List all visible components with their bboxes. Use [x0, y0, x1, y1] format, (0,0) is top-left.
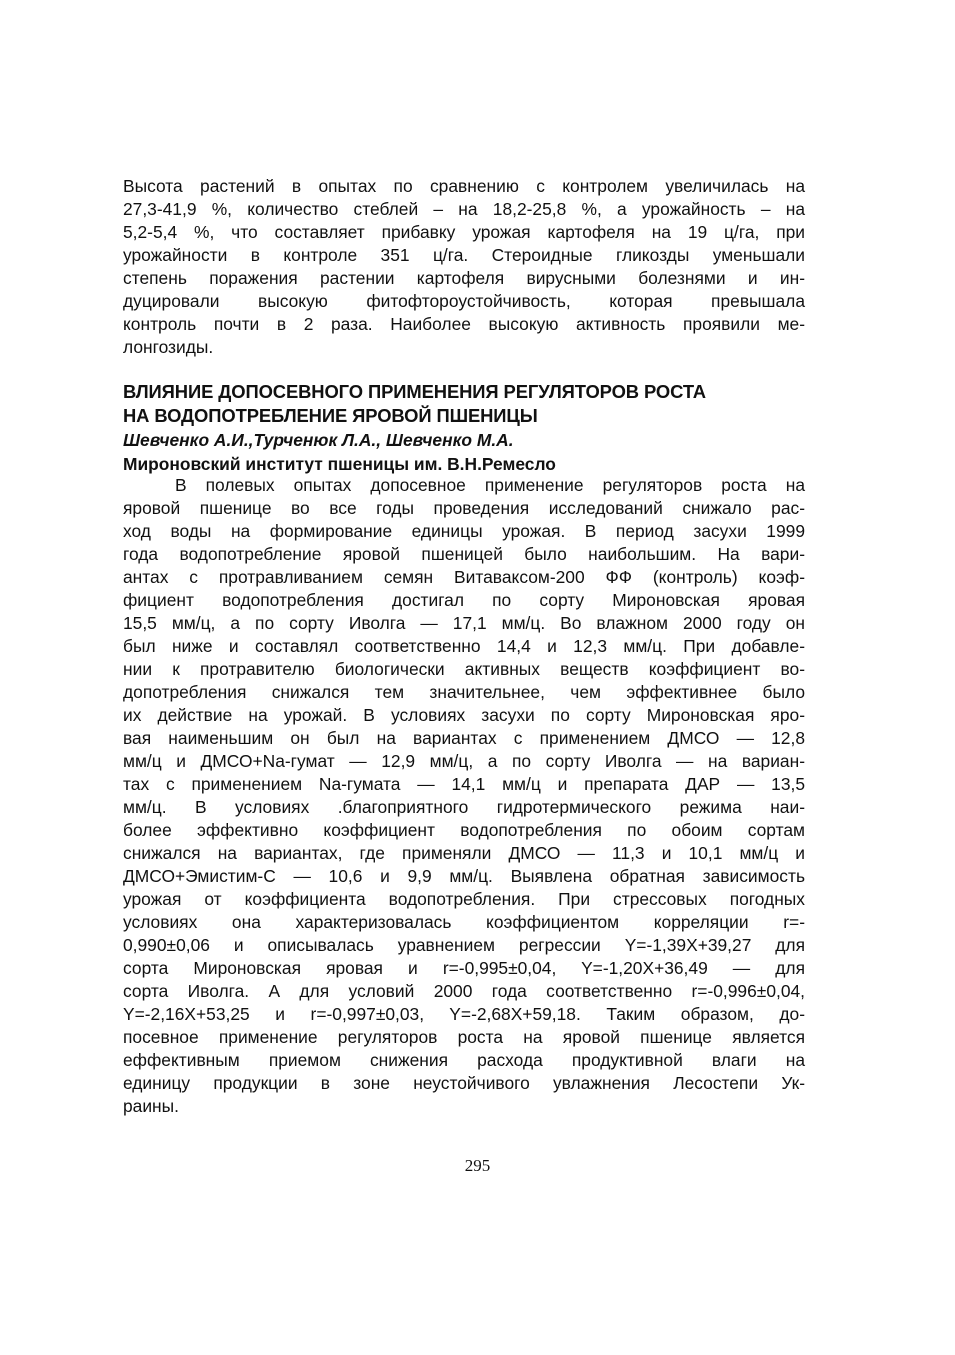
text-line: Высота растений в опытах по сравнению с контролем увеличилась на [123, 176, 805, 196]
text-line: единицу продукции в зоне неустойчивого увлажнения Лесостепи Ук- [123, 1073, 805, 1093]
text-line: лонгозиды. [123, 337, 214, 357]
article-affiliation: Мироновский институт пшеницы им. В.Н.Ремесло [123, 454, 556, 474]
text-line: Y=-2,16X+53,25 и r=-0,997±0,03, Y=-2,68X+59,18. Таким образом, до- [123, 1004, 805, 1024]
text-line: яровой пшенице во все годы проведения исследований снижало рас- [123, 498, 805, 518]
text-line: мм/ц и ДМСО+Na-гумат — 12,9 мм/ц, а по сорту Иволга — на вариан- [123, 751, 805, 771]
text-line: условиях она характеризовалась коэффициентом корреляции r=- [123, 912, 805, 932]
text-line: сорта Мироновская яровая и r=-0,995±0,04, Y=-1,20X+36,49 — для [123, 958, 805, 978]
text-line: посевное применение регуляторов роста на яровой пшенице является [123, 1027, 805, 1047]
article-header [123, 380, 805, 476]
text-line: 5,2-5,4 %, что составляет прибавку урожая картофеля на 19 ц/га, при [123, 222, 805, 242]
text-line: года водопотребление яровой пшеницей было наибольшим. На вари- [123, 544, 805, 564]
text-line: ДМСО+Эмистим-С — 10,6 и 9,9 мм/ц. Выявлена обратная зависимость [123, 866, 805, 886]
text-line: был ниже и составлял соответственно 14,4 и 12,3 мм/ц. При добавле- [123, 636, 805, 656]
text-line: дуцировали высокую фитофтороустойчивость, которая превышала [123, 291, 805, 311]
text-line: раины. [123, 1096, 179, 1116]
text-line: вая наименьшим он был на вариантах с применением ДМСО — 12,8 [123, 728, 805, 748]
text-line: фициент водопотребления достигал по сорту Мироновская яровая [123, 590, 805, 610]
text-line: контроль почти в 2 раза. Наиболее высокую активность проявили ме- [123, 314, 805, 334]
text-line: их действие на урожай. В условиях засухи по сорту Мироновская яро- [123, 705, 805, 725]
text-line: еффективным приемом снижения расхода продуктивной влаги на [123, 1050, 805, 1070]
text-line: 27,3-41,9 %, количество стеблей – на 18,2-25,8 %, а урожайность – на [123, 199, 805, 219]
article-title-line: ВЛИЯНИЕ ДОПОСЕВНОГО ПРИМЕНЕНИЯ РЕГУЛЯТОРОВ РОСТА [123, 381, 706, 402]
text-line: 0,990±0,06 и описывалась уравнением регрессии Y=-1,39X+39,27 для [123, 935, 805, 955]
article-authors: Шевченко А.И.,Турченюк Л.А., Шевченко М.А. [123, 430, 514, 450]
article-body [123, 474, 805, 1118]
text-line: 15,5 мм/ц, а по сорту Иволга — 17,1 мм/ц. Во влажном 2000 году он [123, 613, 805, 633]
text-line: В полевых опытах допосевное применение регуляторов роста на [175, 475, 805, 495]
text-line: ход воды на формирование единицы урожая. В период засухи 1999 [123, 521, 805, 541]
article-title-line: НА ВОДОПОТРЕБЛЕНИЕ ЯРОВОЙ ПШЕНИЦЫ [123, 405, 538, 426]
text-line: тах с применением Na-гумата — 14,1 мм/ц и препарата ДАР — 13,5 [123, 774, 805, 794]
text-line: сорта Иволга. А для условий 2000 года соответственно r=-0,996±0,04, [123, 981, 805, 1001]
text-line: более эффективно коэффициент водопотребления по обоим сортам [123, 820, 805, 840]
text-line: снижался на вариантах, где применяли ДМСО — 11,3 и 10,1 мм/ц и [123, 843, 805, 863]
text-line: антах с протравливанием семян Витаваксом-200 ФФ (контроль) коэф- [123, 567, 805, 587]
intro-paragraph [123, 175, 805, 359]
text-line: допотребления снижался тем значительнее, чем эффективнее было [123, 682, 805, 702]
text-line: мм/ц. В условиях .благоприятного гидротермического режима наи- [123, 797, 805, 817]
page-number: 295 [464, 1156, 491, 1175]
text-line: степень поражения растении картофеля вирусными болезнями и ин- [123, 268, 805, 288]
text-line: урожайности в контроле 351 ц/га. Стероидные гликозды уменьшали [123, 245, 805, 265]
text-line: нии к протравителю биологически активных веществ коэффициент во- [123, 659, 805, 679]
text-line: урожая от коэффициента водопотребления. При стрессовых погодных [123, 889, 805, 909]
